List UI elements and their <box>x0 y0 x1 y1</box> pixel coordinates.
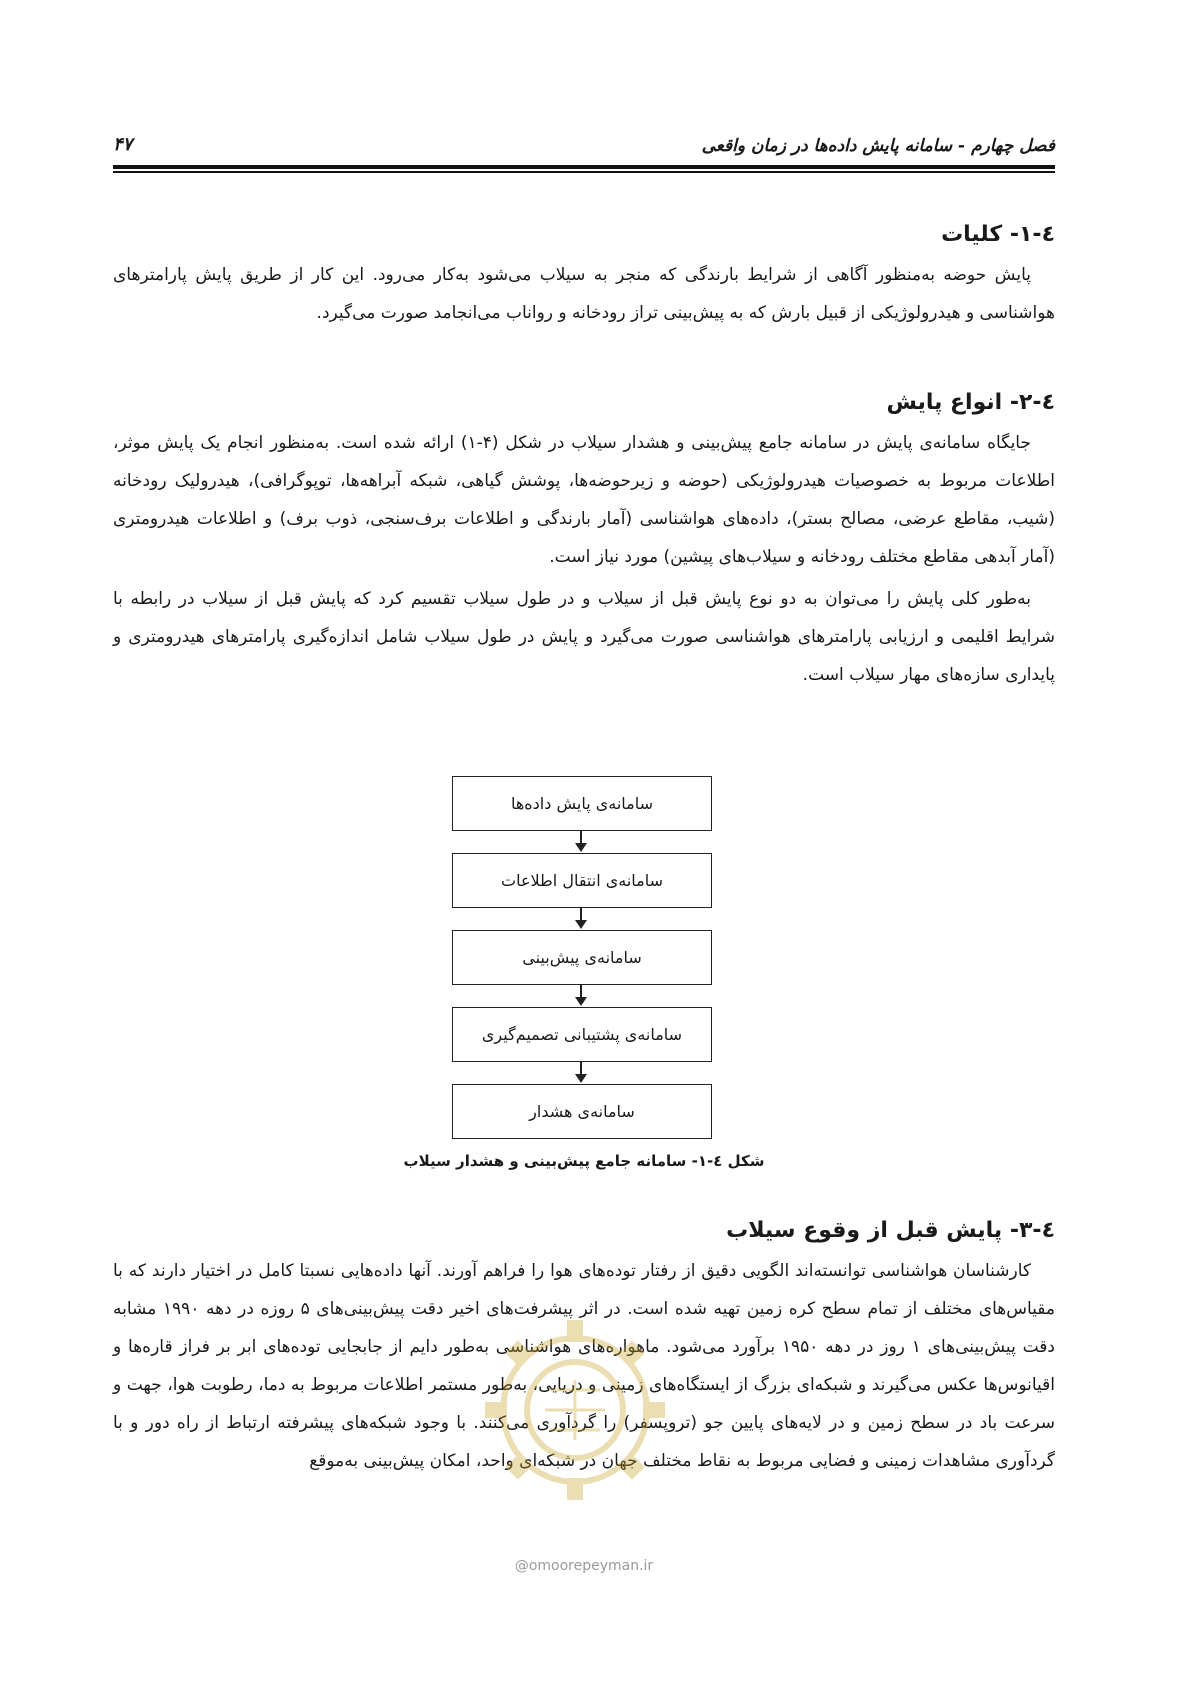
section-heading-pre-flood: ٤-۳- پایش قبل از وقوع سیلاب <box>726 1218 1055 1243</box>
figure-caption: شکل ٤-۱- سامانه جامع پیش‌بینی و هشدار سیلاب <box>403 1152 765 1170</box>
flow-box-monitoring: سامانه‌ی پایش داده‌ها <box>452 776 712 831</box>
paragraph-pre-flood: کارشناسان هواشناسی توانسته‌اند الگویی دقیق از رفتار توده‌های هوا را فراهم آورند. آنها داده‌هایی نسبتا کامل در اختیار دارند که با مقیاس‌های مختلف از تمام سطح کره زمین تهیه شده است. در اثر پیشرفت‌های اخیر دقت پیش‌بینی‌های ۵ روزه در دهه ۱۹۹۰ مشابه دقت پیش‌بینی‌های ۱ روز در دهه ۱۹۵۰ برآورد می‌شود. ماهواره‌های هواشناسی به‌طور دایم از جابجایی توده‌های ابر بر فراز قاره‌ها و اقیانوس‌ها عکس می‌گیرند و شبکه‌ای بزرگ از ایستگاه‌های زمینی و دریایی، به‌طور مستمر اطلاعات مربوط به دما، رطوبت هوا، جهت و سرعت باد در سطح زمین و در لایه‌های پایین جو (تروپسفر) را گردآوری می‌کنند. با وجود شبکه‌های پیشرفته ارتباط از راه دور و با گردآوری مشاهدات زمینی و فضایی مربوط به نقاط مختلف جهان در شبکه‌ای واحد، امکان پیش‌بینی به‌موقع <box>113 1261 1055 1471</box>
flow-box-transmission: سامانه‌ی انتقال اطلاعات <box>452 853 712 908</box>
flow-box-forecasting: سامانه‌ی پیش‌بینی <box>452 930 712 985</box>
watermark-url: @omoorepeyman.ir <box>514 1558 654 1574</box>
section-heading-overview: ٤-۱- کلیات <box>941 222 1055 247</box>
paragraph-monitoring-types-2: به‌طور کلی پایش را می‌توان به دو نوع پایش قبل از سیلاب و در طول سیلاب تقسیم کرد که پایش قبل از سیلاب در رابطه با شرایط اقلیمی و ارزیابی پارامترهای هواشناسی صورت می‌گیرد و پایش در طول سیلاب شامل اندازه‌گیری پارامترهای هیدرومتری و پایداری سازه‌های مهار سیلاب است. <box>113 589 1055 685</box>
page-header <box>113 128 1055 164</box>
paragraph-monitoring-types-1: جایگاه سامانه‌ی پایش در سامانه جامع پیش‌بینی و هشدار سیلاب در شکل (۴-۱) ارائه شده است. به‌منظور انجام یک پایش موثر، اطلاعات مربوط به خصوصیات هیدرولوژیکی (حوضه و زیرحوضه‌ها، پوشش گیاهی، شبکه آبراهه‌ها، توپوگرافی)، هیدرولیک رودخانه (شیب، مقاطع عرضی، مصالح بستر)، داده‌های هواشناسی (آمار بارندگی و اطلاعات برف‌سنجی، ذوب برف) و اطلاعات هیدرومتری (آمار آبدهی مقاطع مختلف رودخانه و سیلاب‌های پیشین) مورد نیاز است. <box>113 433 1055 567</box>
flow-box-warning: سامانه‌ی هشدار <box>452 1084 712 1139</box>
page-number: ۴۷ <box>113 134 133 155</box>
flow-arrow <box>580 831 582 844</box>
flow-arrow <box>580 985 582 998</box>
section-heading-monitoring-types: ٤-۲- انواع پایش <box>886 390 1055 415</box>
flow-arrow <box>580 1062 582 1075</box>
flow-arrow <box>580 908 582 921</box>
chapter-title: فصل چهارم - سامانه پایش داده‌ها در زمان واقعی <box>701 136 1055 156</box>
paragraph-overview: پایش حوضه به‌منظور آگاهی از شرایط بارندگی که منجر به سیلاب می‌شود به‌کار می‌رود. این کار از طریق پایش پارامترهای هواشناسی و هیدرولوژیکی از قبیل بارش که به پیش‌بینی تراز رودخانه و رواناب می‌انجامد صورت می‌گیرد. <box>113 265 1055 323</box>
header-rule-thin <box>113 171 1055 173</box>
header-rule-thick <box>113 165 1055 169</box>
flowchart-figure <box>440 776 720 1146</box>
flow-box-decision-support: سامانه‌ی پشتیبانی تصمیم‌گیری <box>452 1007 712 1062</box>
